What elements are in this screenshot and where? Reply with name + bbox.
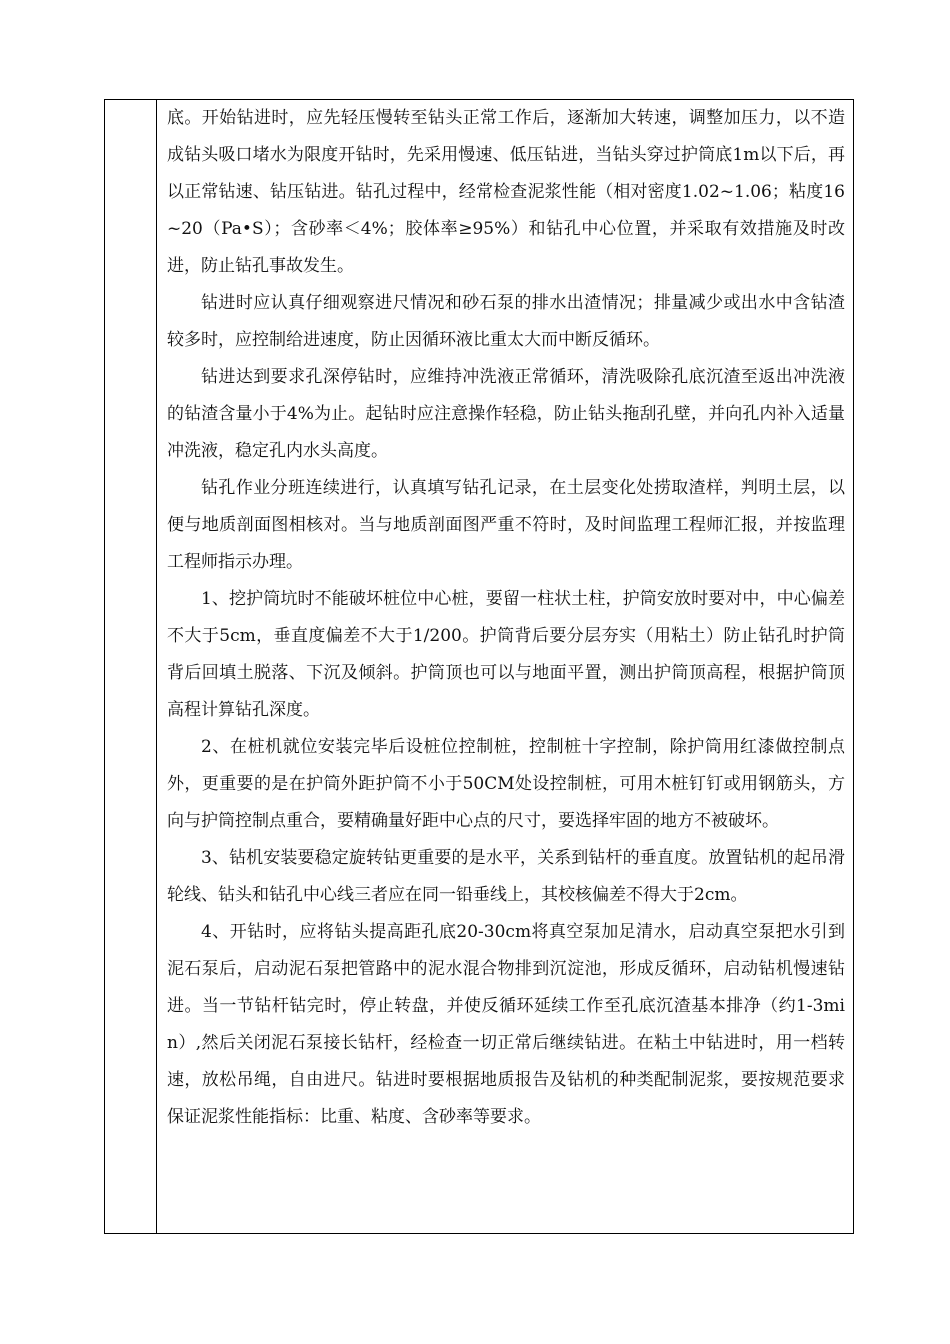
content-table <box>104 99 854 1234</box>
paragraph-stop-drilling: 钻进达到要求孔深停钻时，应维持冲洗液正常循环，清洗吸除孔底沉渣至返出冲洗液的钻渣含量小于4%为止。起钻时应注意操作轻稳，防止钻头拖刮孔壁，并向孔内补入适量冲洗液，稳定孔内水头高度。 <box>167 367 845 461</box>
paragraph-item-2: 2、在桩机就位安装完毕后设桩位控制桩，控制桩十字控制，除护筒用红漆做控制点外，更重要的是在护筒外距护筒不小于50CM处设控制桩，可用木桩钉钉或用钢筋头，方向与护筒控制点重合，要精确量好距中心点的尺寸，要选择牢固的地方不被破坏。 <box>167 737 845 831</box>
paragraph-item-4: 4、开钻时，应将钻头提高距孔底20-30cm将真空泵加足清水，启动真空泵把水引到泥石泵后，启动泥石泵把管路中的泥水混合物排到沉淀池，形成反循环，启动钻机慢速钻进。当一节钻杆钻完时，停止转盘，并使反循环延续工作至孔底沉渣基本排净（约1-3min）,然后关闭泥石泵接长钻杆，经检查一切正常后继续钻进。在粘土中钻进时，用一档转速，放松吊绳，自由进尺。钻进时要根据地质报告及钻机的种类配制泥浆，要按规范要求保证泥浆性能指标：比重、粘度、含砂率等要求。 <box>167 922 845 1127</box>
table-left-column <box>105 100 157 1233</box>
table-content-cell <box>157 100 853 1233</box>
paragraph-item-1: 1、挖护筒坑时不能破坏桩位中心桩，要留一柱状土柱，护筒安放时要对中，中心偏差不大于5cm，垂直度偏差不大于1/200。护筒背后要分层夯实（用粘土）防止钻孔时护筒背后回填土脱落、下沉及倾斜。护筒顶也可以与地面平置，测出护筒顶高程，根据护筒顶高程计算钻孔深度。 <box>167 589 845 720</box>
paragraph-shift-records: 钻孔作业分班连续进行，认真填写钻孔记录，在土层变化处捞取渣样，判明土层，以便与地质剖面图相核对。当与地质剖面图严重不符时，及时间监理工程师汇报，并按监理工程师指示办理。 <box>167 478 845 572</box>
paragraph-observation: 钻进时应认真仔细观察进尺情况和砂石泵的排水出渣情况；排量减少或出水中含钻渣较多时，应控制给进速度，防止因循环液比重太大而中断反循环。 <box>167 293 845 350</box>
paragraph-drilling-start: 底。开始钻进时，应先轻压慢转至钻头正常工作后，逐渐加大转速，调整加压力，以不造成钻头吸口堵水为限度开钻时，先采用慢速、低压钻进，当钻头穿过护筒底1m以下后，再以正常钻速、钻压钻进。钻孔过程中，经常检查泥浆性能（相对密度1.02~1.06；粘度16~20（Pa•S）；含砂率＜4%；胶体率≥95%）和钻孔中心位置，并采取有效措施及时改进，防止钻孔事故发生。 <box>167 108 845 276</box>
paragraph-item-3: 3、钻机安装要稳定旋转钻更重要的是水平，关系到钻杆的垂直度。放置钻机的起吊滑轮线、钻头和钻孔中心线三者应在同一铅垂线上，其校核偏差不得大于2cm。 <box>167 848 845 905</box>
